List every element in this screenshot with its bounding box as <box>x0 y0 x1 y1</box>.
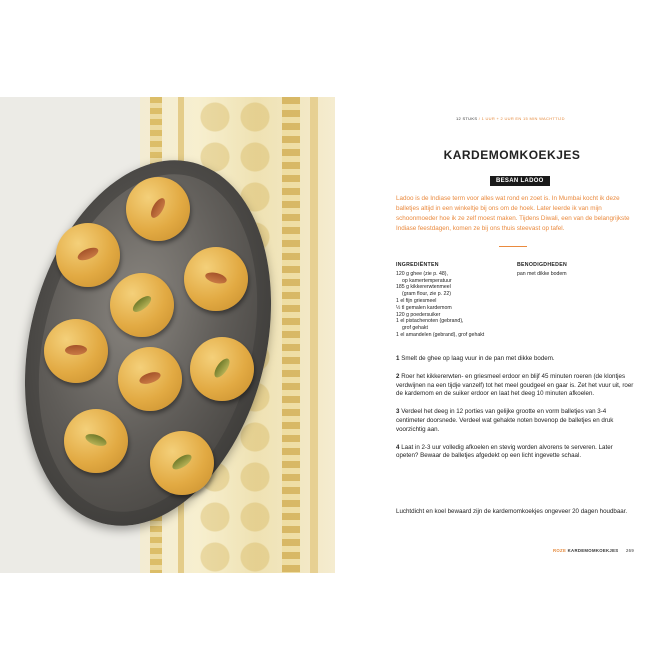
recipe-photo <box>0 97 335 573</box>
ladoo <box>110 273 174 337</box>
tools-section <box>517 262 627 278</box>
ladoo <box>150 431 214 495</box>
nut-topping <box>170 452 194 473</box>
nut-topping <box>84 432 108 449</box>
nut-topping <box>212 356 233 380</box>
cloth-border-stripe <box>310 97 318 573</box>
section-name: ROZE <box>553 548 567 553</box>
recipe-title: KARDEMOMKOEKJES <box>443 148 581 162</box>
step <box>396 444 634 462</box>
ladoo <box>44 319 108 383</box>
storage-note: Luchtdicht en koel bewaard zijn de kardemomkoekjes ongeveer 20 dagen houdbaar. <box>396 508 628 515</box>
ingredient-item: 120 g poedersuiker <box>396 311 441 318</box>
ladoo <box>56 223 120 287</box>
ladoo <box>126 177 190 241</box>
step-text: Roer het kikkererwten- en griesmeel erdoor en blijf 45 minuten roeren (de klontjes verdwijnen na een tijdje vanzelf) tot het meel goudgeel en gaar is. Zet het vuur uit, roer de kardemom en de suiker erdoor en laat het deeg 10 minuten afkoelen. <box>396 372 634 398</box>
ingredient-item: grof gehakt <box>402 325 428 332</box>
prep-time: 1 UUR + 2 UUR EN 15 MIN WACHTTIJD <box>481 116 565 121</box>
page-number: 269 <box>625 548 635 553</box>
method-steps <box>396 355 634 470</box>
ingredients-section <box>396 262 512 339</box>
nut-topping <box>148 196 168 220</box>
servings: 12 STUKS <box>456 116 478 121</box>
recipe-meta <box>456 116 565 121</box>
step <box>396 355 634 364</box>
nut-topping <box>138 370 162 386</box>
ingredient-item: 185 g kikkererwtenmeel <box>396 284 451 291</box>
ladoo <box>118 347 182 411</box>
page-footer <box>553 548 634 553</box>
ladoo <box>184 247 248 311</box>
step <box>396 373 634 399</box>
cloth-border-stripe <box>282 97 300 573</box>
nut-topping <box>76 245 100 263</box>
ingredient-item: 1 el pistachenoten (gebrand), <box>396 318 464 325</box>
nut-topping <box>65 345 87 356</box>
ladoo <box>190 337 254 401</box>
step <box>396 408 634 434</box>
ingredient-item: 1 el fijn griesmeel <box>396 297 437 304</box>
step-text: Laat in 2-3 uur volledig afkoelen en stevig worden alvorens te serveren. Later opeten? Bewaar de balletjes afgedekt op een licht ingevette schaal. <box>396 443 613 460</box>
tools-heading: BENODIGDHEDEN <box>517 262 568 268</box>
step-number: 3 <box>396 408 400 416</box>
tool-item: pan met dikke bodem <box>517 270 567 277</box>
recipe-subtitle-badge: BESAN LADOO <box>490 176 550 186</box>
ingredient-item: (gram flour, zie p. 22) <box>402 291 452 298</box>
footer-recipe-name: KARDEMOMKOEKJES <box>567 548 619 553</box>
step-number: 1 <box>396 355 400 362</box>
ladoo <box>64 409 128 473</box>
tools-list <box>517 271 627 278</box>
ingredient-item: op kamertemperatuur <box>402 277 452 284</box>
nut-topping <box>204 270 228 285</box>
ingredient-item: ½ tl gemalen kardemom <box>396 304 452 311</box>
step-number: 4 <box>396 443 400 451</box>
step-text: Smelt de ghee op laag vuur in de pan met dikke bodem. <box>401 355 555 362</box>
step-number: 2 <box>396 372 400 380</box>
recipe-intro: Ladoo is de Indiase term voor alles wat rond en zoet is. In Mumbai kocht ik deze balletjes altijd in een winkeltje bij ons om de hoek. Later leerde ik van mijn schoonmoeder hoe ik ze zelf moest maken. Tijdens Diwali, een van de belangrijkste Indiase feestdagen, komen ze bij ons thuis steevast op tafel. <box>396 195 630 232</box>
prep-time-separator: / <box>478 116 481 121</box>
step-text: Verdeel het deeg in 12 porties van gelijke grootte en vorm balletjes van 3-4 centimeter doorsnede. Verdeel wat gehakte noten bovenop de balletjes en druk voorzichtig aan. <box>396 408 614 433</box>
ingredient-item: 120 g ghee (zie p. 48), <box>396 270 448 277</box>
nut-topping <box>130 293 153 315</box>
ingredients-list <box>396 271 512 339</box>
ingredients-heading: INGREDIËNTEN <box>396 262 439 268</box>
divider <box>499 246 527 247</box>
ingredient-item: 1 el amandelen (gebrand), grof gehakt <box>396 331 485 338</box>
